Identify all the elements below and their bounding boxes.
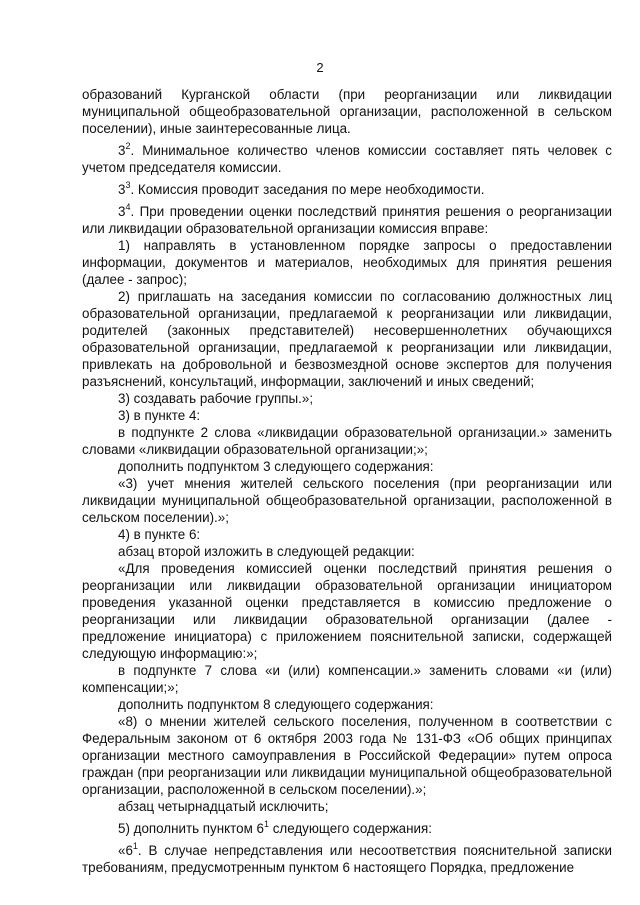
paragraph: «8) о мнении жителей сельского поселения, полученном в соответствии с Федеральным законом от 6 октября 2003 года № 131-ФЗ «Об общих принципах организации местного самоуправления в Российской Федерации» путем опроса граждан (при реорганизации или ликвидации муниципальной общеобразовательной организации, расположенной в сельском поселении).»;: [82, 714, 612, 797]
paragraph: абзац второй изложить в следующей редакции:: [118, 544, 415, 559]
paragraph: 1) направлять в установленном порядке запросы о предоставлении информации, документов и материалов, необходимых для принятия решения (далее - запрос);: [82, 238, 612, 287]
paragraph: «Для проведения комиссией оценки последствий принятия решения о реорганизации или ликвидации образовательной организации инициатором проведения указанной оценки представляется в комиссию предложение о реорганизации или ликвидации образовательной организации (далее - предложение инициатора) с приложением пояснительной записки, содержащей следующую информацию:»;: [82, 561, 612, 661]
paragraph: $3^2$. Минимальное количество членов комиссии составляет пять человек с учетом председателя комиссии.: [82, 141, 612, 175]
paragraph: в подпункте 7 слова «и (или) компенсации.» заменить словами «и (или) компенсации;»;: [82, 663, 612, 695]
paragraph: $3^4$. При проведении оценки последствий принятия решения о реорганизации или ликвидации образовательной организации комиссия вправе:: [82, 202, 612, 236]
paragraph: в подпункте 2 слова «ликвидации образовательной организации.» заменить словами «ликвидации образовательной организации;»;: [82, 425, 612, 457]
paragraph: 4) в пункте 6:: [118, 527, 201, 542]
paragraph: «$6^1$. В случае непредставления или несоответствия пояснительной записки требованиям, предусмотренным пунктом 6 настоящего Порядка, предложение: [82, 841, 612, 875]
paragraph: абзац четырнадцатый исключить;: [118, 799, 329, 814]
paragraph: 3) в пункте 4:: [118, 408, 201, 423]
paragraph: 2) приглашать на заседания комиссии по согласованию должностных лиц образовательной организации, предлагаемой к реорганизации или ликвидации, родителей (законных представителей) несовершеннолетних обучающихся образовательной организации, предлагаемой к реорганизации или ликвидации, привлекать на добровольной и безвозмездной основе экспертов для получения разъяснений, консультаций, информации, заключений и иных сведений;: [82, 289, 612, 389]
page-number: 2: [316, 60, 324, 75]
paragraph: «3) учет мнения жителей сельского поселения (при реорганизации или ликвидации муниципальной общеобразовательной организации, расположенной в сельском поселении).»;: [82, 476, 612, 525]
paragraph: $3^3$. Комиссия проводит заседания по мере необходимости.: [118, 180, 485, 197]
document-body: [82, 86, 612, 876]
paragraph: образований Курганской области (при реорганизации или ликвидации муниципальной общеобразовательной организации, расположенной в сельском поселении), иные заинтересованные лица.: [82, 87, 612, 136]
paragraph: дополнить подпунктом 3 следующего содержания:: [118, 459, 434, 474]
paragraph: 3) создавать рабочие группы.»;: [118, 391, 314, 406]
paragraph: дополнить подпунктом 8 следующего содержания:: [118, 697, 434, 712]
paragraph: 5) дополнить пунктом $6^1$ следующего содержания:: [118, 819, 432, 836]
